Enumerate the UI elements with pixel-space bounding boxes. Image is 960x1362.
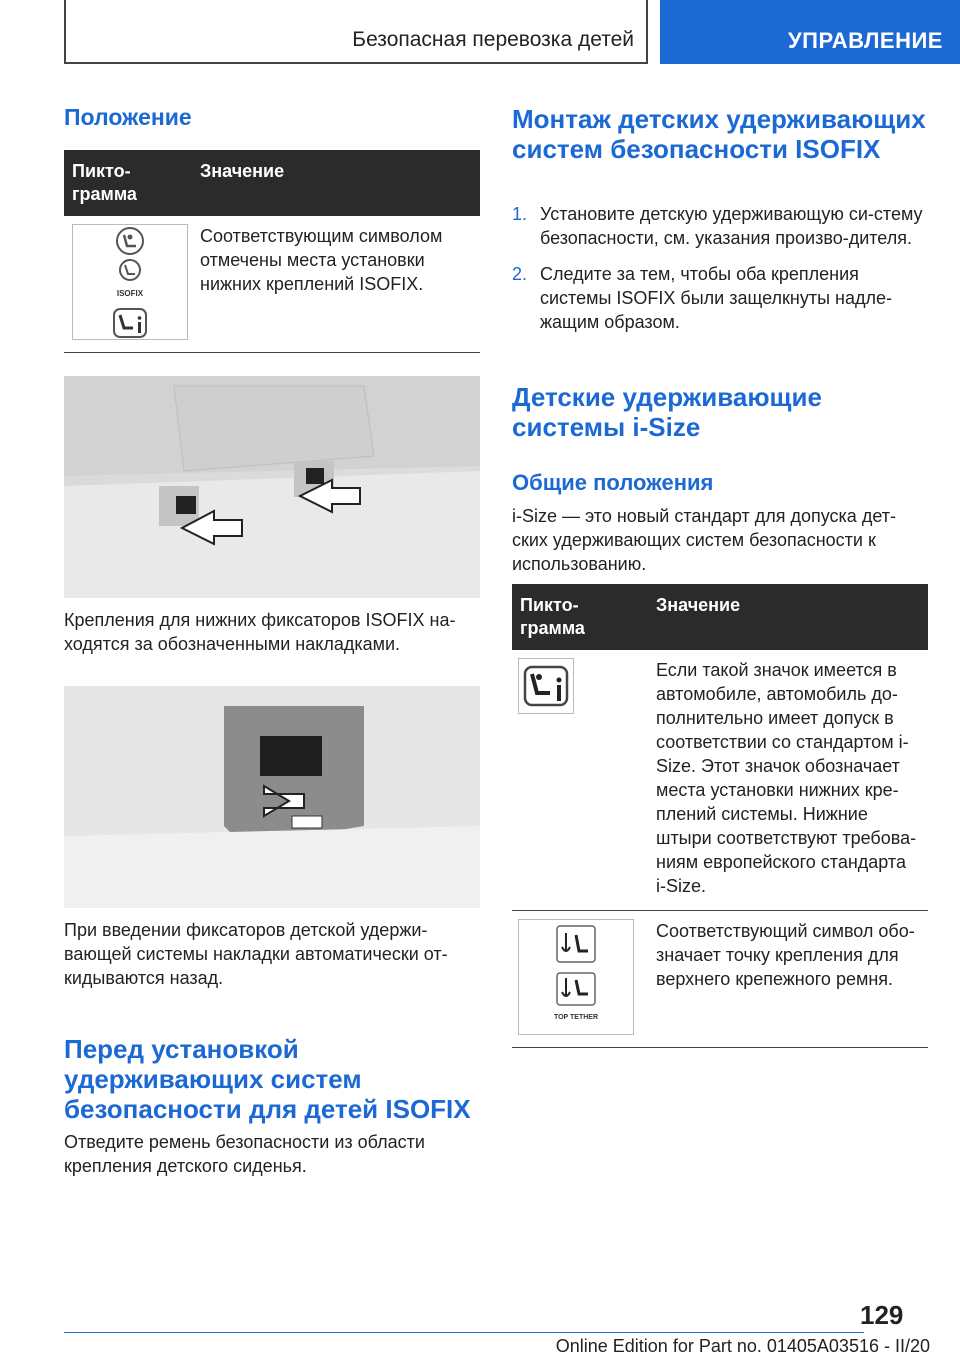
subheading-general: Общие положения [512,470,714,495]
top-tether-label: TOP TETHER [553,1013,599,1021]
header-frame [64,0,648,64]
section-title-position: Положение [64,104,192,130]
install-steps [512,202,928,346]
heading-isofix-install: Монтаж детских удерживающих систем безопасности ISOFIX [512,104,926,164]
isofix-seat-icon [115,258,145,282]
heading-isize: Детские удерживающие системы i-Size [512,382,822,442]
isofix-icon-label: ISOFIX [116,289,144,298]
table-header-pictogram: Пикто- грамма [64,150,192,216]
isize-row-text: Если такой значок имеется в автомобиле, автомобиль до-полнительно имеет допуск в соответствии со стандартом i-Size. Этот значок обозначает места установки нижних кре-плений системы. Нижние штыри соответствуют требова-ниям европейского стандарта i-Size. [648,650,928,911]
footer-edition: Online Edition for Part no. 01405A03516 - II/20 [555,1336,930,1356]
step-number: 2. [512,264,528,284]
photo-rear-seat-isofix [64,376,480,598]
isize-seat-icon [113,308,147,338]
top-tether-seat-icon [556,972,596,1006]
photo-isofix-closeup [64,686,480,908]
pictogram-table-isize [512,584,928,1048]
isize-intro: i-Size — это новый стандарт для допуска дет-ских удерживающих систем безопасности к использованию. [512,506,896,574]
page-header-title: Безопасная перевозка детей [352,28,634,51]
isofix-row-text: Соответствующим символом отмечены места установки нижних креплений ISOFIX. [192,216,480,353]
heading-before-install: Перед установкой удерживающих систем безопасности для детей ISOFIX [64,1034,471,1124]
top-tether-icons [518,919,634,1035]
table-header-meaning: Значение [192,150,480,216]
isofix-icons [72,224,188,340]
anchor-seat-icon [556,925,596,963]
photo1-caption: Крепления для нижних фиксаторов ISOFIX на-ходятся за обозначенными накладками. [64,610,456,654]
top-tether-row-text: Соответствующий символ обо-значает точку крепления для верхнего крепежного ремня. [648,911,928,1048]
section-tab[interactable]: УПРАВЛЕНИЕ [660,0,960,64]
pictogram-table-isofix [64,150,480,353]
step-item [512,262,928,334]
table-header-pictogram: Пикто- грамма [512,584,648,650]
child-seat-icon [110,226,150,256]
step-text: Установите детскую удерживающую си-стему безопасности, см. указания произво-дителя. [540,204,923,248]
step-text: Следите за тем, чтобы оба крепления системы ISOFIX были защелкнуты надле-жащим образом. [540,264,892,332]
table-header-meaning: Значение [648,584,928,650]
footer-divider [64,1332,864,1333]
before-install-text: Отведите ремень безопасности из области крепления детского сиденья. [64,1132,425,1176]
page-number: 129 [860,1300,904,1330]
photo2-caption: При введении фиксаторов детской удержи-вающей системы накладки автоматически от-кидываются назад. [64,920,448,988]
step-item [512,202,928,250]
step-number: 1. [512,204,528,224]
isize-icon [518,658,574,714]
